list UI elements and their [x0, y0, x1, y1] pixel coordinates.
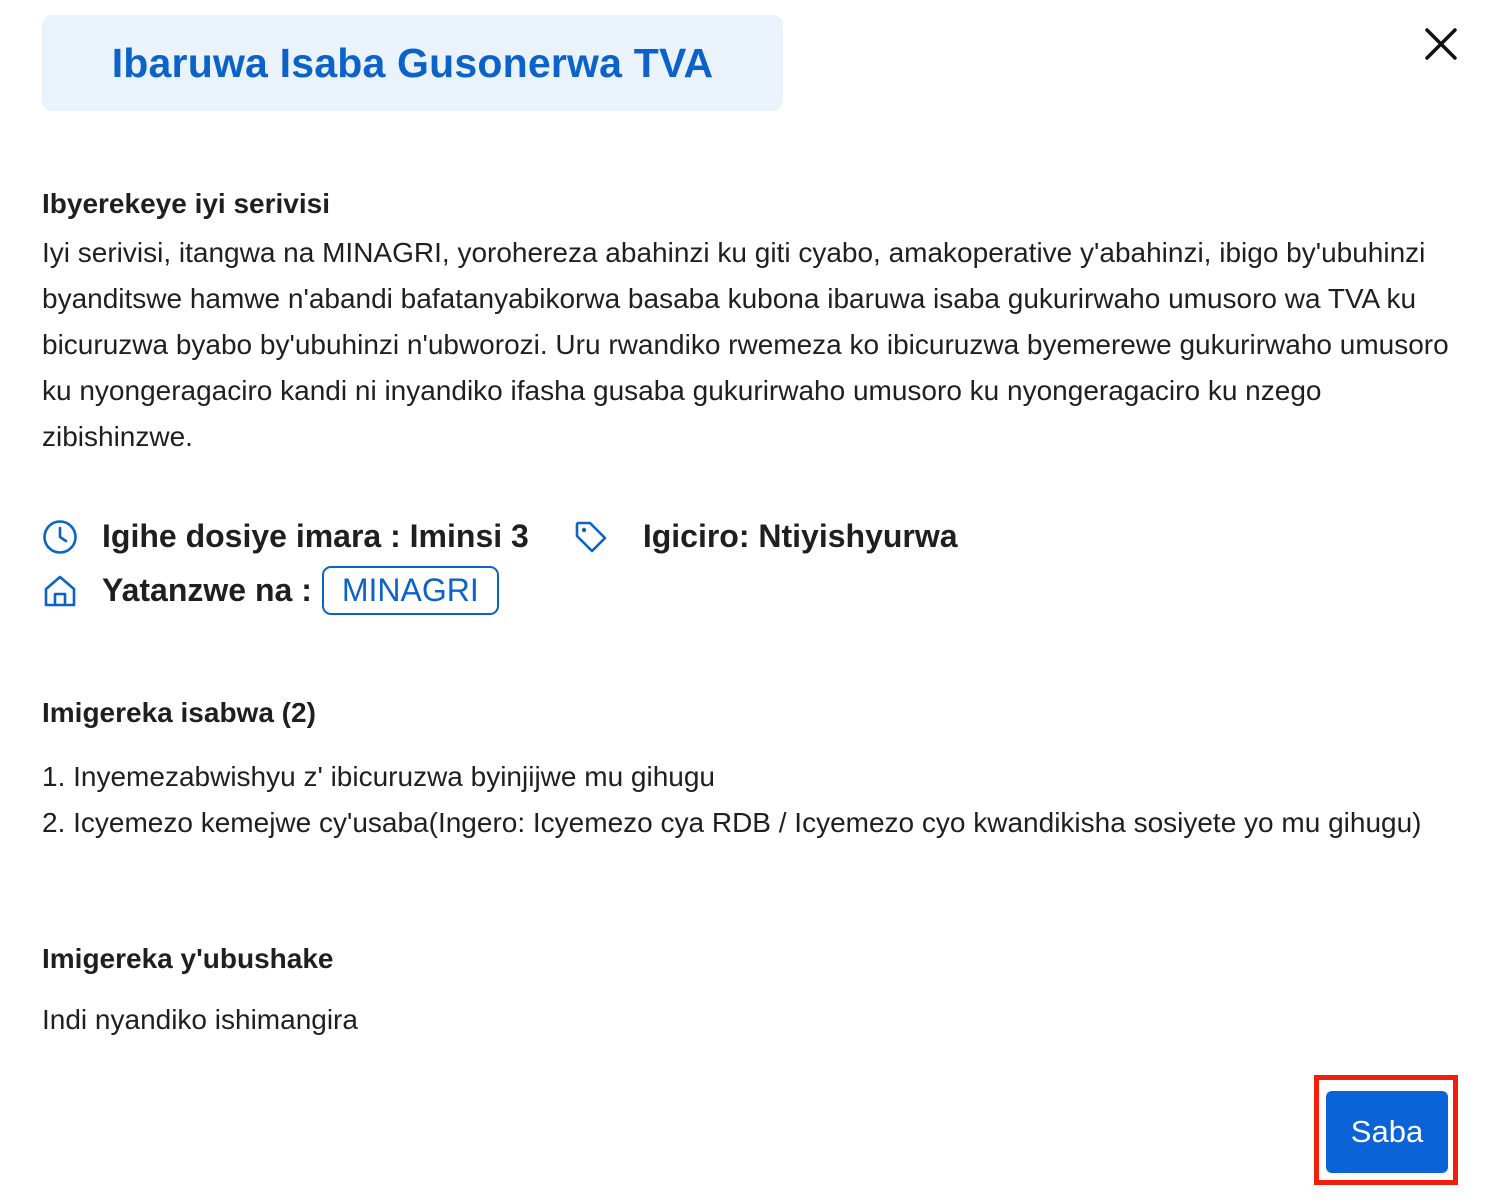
- optional-attachment-item: Indi nyandiko ishimangira: [42, 1004, 358, 1035]
- provider-label: Yatanzwe na :: [102, 572, 312, 608]
- required-attachments-heading: Imigereka isabwa (2): [42, 697, 316, 728]
- optional-attachments-heading: Imigereka y'ubushake: [42, 943, 334, 974]
- meta-provider-row: [42, 566, 499, 615]
- home-icon: [42, 573, 78, 609]
- required-attachments-list: [42, 754, 1462, 846]
- price-label: Igiciro: Ntiyishyurwa: [642, 518, 958, 554]
- list-item: 1. Inyemezabwishyu z' ibicuruzwa byinjijwe mu gihugu: [42, 761, 715, 792]
- tag-icon: [573, 519, 609, 555]
- close-button[interactable]: [1419, 22, 1463, 66]
- close-icon[interactable]: [1419, 22, 1463, 66]
- about-heading: Ibyerekeye iyi serivisi: [42, 188, 330, 219]
- meta-duration-price-row: [42, 518, 958, 555]
- service-description: Iyi serivisi, itangwa na MINAGRI, yorohereza abahinzi ku giti cyabo, amakoperative y'abahinzi, ibigo by'ubuhinzi byanditswe hamwe n'abandi bafatanyabikorwa basaba kubona ibaruwa isaba gukurirwaho umusoro wa TVA ku bicuruzwa byabo by'ubuhinzi n'ubworozi. Uru rwandiko rwemeza ko ibicuruzwa byemerewe gukurirwaho umusoro ku nyongeragaciro kandi ni inyandiko ifasha gusaba gukurirwaho umusoro ku nyongeragaciro ku nzego zibishinzwe.: [42, 237, 1449, 452]
- submit-button[interactable]: Saba: [1326, 1091, 1448, 1173]
- provider-badge[interactable]: MINAGRI: [322, 566, 499, 615]
- clock-icon: [42, 519, 78, 555]
- title-banner: [42, 15, 783, 111]
- list-item: 2. Icyemezo kemejwe cy'usaba(Ingero: Icyemezo cya RDB / Icyemezo cyo kwandikisha sosiyete yo mu gihugu): [42, 807, 1422, 838]
- page-title: Ibaruwa Isaba Gusonerwa TVA: [111, 39, 714, 86]
- duration-label: Igihe dosiye imara : Iminsi 3: [102, 518, 529, 554]
